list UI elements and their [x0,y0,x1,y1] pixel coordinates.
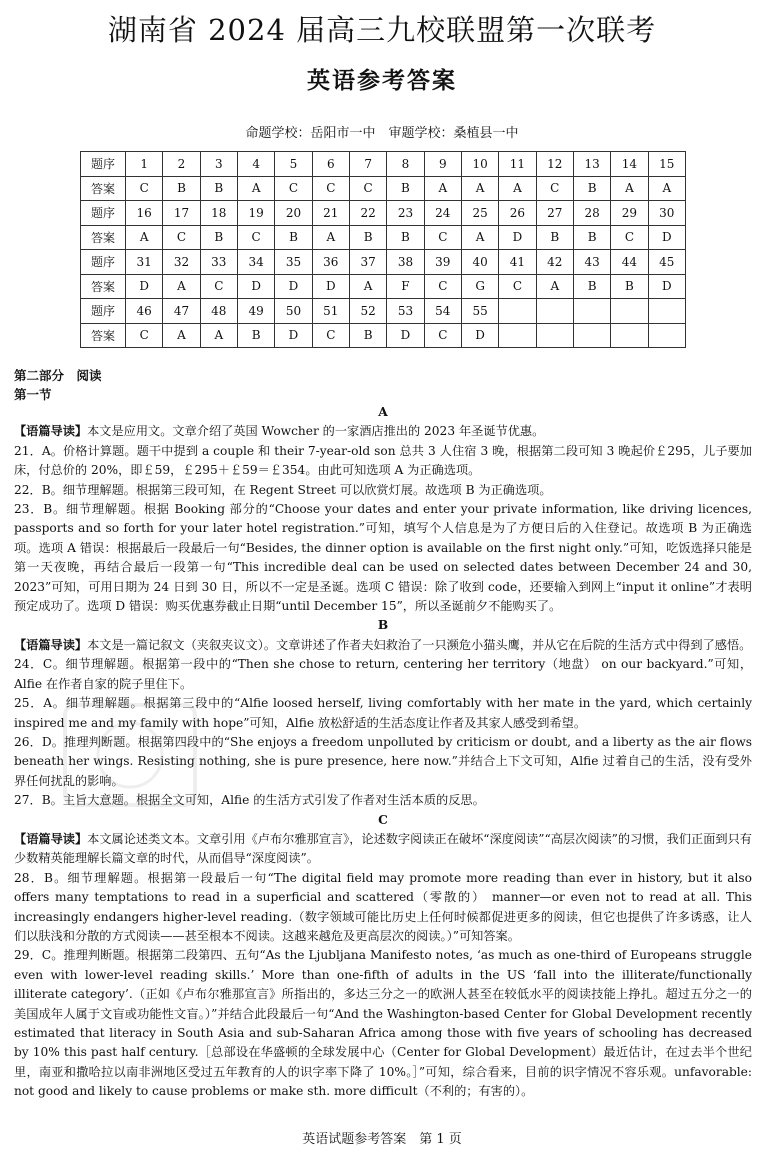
answer-cell: A [536,274,573,299]
question-number-cell: 38 [387,250,424,275]
table-row-answers [81,323,686,348]
question-number-cell: 19 [237,201,274,226]
question-number-cell: 4 [237,152,274,177]
question-number-cell: 35 [275,250,312,275]
answer-cell: C [200,274,237,299]
question-number-cell: 17 [163,201,200,226]
answer-cell: A [349,274,386,299]
answer-cell: B [387,176,424,201]
question-number-cell: 3 [200,152,237,177]
school-info: 命题学校：岳阳市一中 审题学校：桑植县一中 [245,126,519,141]
question-number-cell [499,299,536,324]
answer-cell [611,323,648,348]
answer-cell: C [611,225,648,250]
question-number-cell: 14 [611,152,648,177]
question-number-cell: 21 [312,201,349,226]
document-title: 湖南省 2024 届高三九校联盟第一次联考 [107,13,657,47]
answer-cell: A [163,323,200,348]
question-number-cell [573,299,610,324]
answer-cell: A [126,225,163,250]
answer-item-21: 21．A。价格计算题。题干中提到 a couple 和 their 7-year-old son 总共 3 人住宿 3 晚，根据第二段可知 3 晚起价￡295，儿子要加床，付总价的 20%，即￡59，￡295＋￡59＝￡354。由此可知选项 A 为正确选项。 [14,443,752,478]
answer-cell: C [312,323,349,348]
answer-item-23: 23．B。细节理解题。根据 Booking 部分的“Choose your dates and enter your private information, like driving licences, passports and so forth for your later hotel registration.”可知，填写个人信息是为了方便日后的入住登记。故选项 B 为正确选项。选项 A 错误：根据最后一段最后一句“Besides, the dinner option is available on the first night only.”可知，吃饭选择只能是第一天夜晚，再结合最后一段第一句“This incredible deal can be used on selected dates between December 24 and 30, 2023”可知，可用日期为 24 日到 30 日，所以不一定是圣诞。选项 C 错误：除了收到 code，还要输入到网上“input it online”才表明预定成功了。选项 D 错误：购买优惠券截止日期“until December 15”，所以圣诞前夕不能购买了。 [14,502,752,614]
passage-a-guide-text: 本文是应用文。文章介绍了英国 Wowcher 的一家酒店推出的 2023 年圣诞节优惠。 [87,424,545,439]
question-number-cell: 11 [499,152,536,177]
row-label-answer: 答案 [81,225,126,250]
question-number-cell: 25 [461,201,498,226]
table-row-question-numbers [81,250,686,275]
answer-cell: B [536,225,573,250]
question-number-cell: 33 [200,250,237,275]
section-sub-label: 第一节 [14,387,52,402]
question-number-cell [648,299,685,324]
answer-cell: C [163,225,200,250]
question-number-cell: 31 [126,250,163,275]
question-number-cell: 22 [349,201,386,226]
answer-cell: D [648,225,685,250]
question-number-cell: 24 [424,201,461,226]
table-row-answers [81,225,686,250]
question-number-cell: 30 [648,201,685,226]
question-number-cell: 9 [424,152,461,177]
answer-cell: B [237,323,274,348]
answer-cell: D [126,274,163,299]
answer-cell: B [573,274,610,299]
answer-cell: A [611,176,648,201]
question-number-cell: 27 [536,201,573,226]
question-number-cell: 51 [312,299,349,324]
table-row-question-numbers [81,201,686,226]
answer-cell: D [237,274,274,299]
question-number-cell: 55 [461,299,498,324]
row-label-answer: 答案 [81,176,126,201]
answer-cell: A [312,225,349,250]
question-number-cell: 45 [648,250,685,275]
answer-cell [536,323,573,348]
answer-cell: C [312,176,349,201]
passage-a-guide-tag: 【语篇导读】 [14,424,88,439]
passage-a-guide [14,422,752,441]
answer-cell: D [461,323,498,348]
answer-item-26: 26．D。推理判断题。根据第四段中的“She enjoys a freedom unpolluted by criticism or doubt, and a liberty as the air flows beneath her wings. Resisting nothing, she is pure presence, here now.”并结合上下文可知，Alfie 过着自己的生活，没有受外界任何扰乱的影响。 [14,734,752,788]
passage-b-guide-tag: 【语篇导读】 [14,637,88,652]
question-number-cell: 32 [163,250,200,275]
answer-item-22: 22．B。细节理解题。根据第三段可知，在 Regent Street 可以欣赏灯展。故选项 B 为正确选项。 [14,482,552,497]
question-number-cell: 39 [424,250,461,275]
answer-cell: A [200,323,237,348]
answer-cell: B [349,323,386,348]
passage-c-letter: C [378,812,388,827]
document-subtitle: 英语参考答案 [307,67,457,94]
answer-cell: B [573,176,610,201]
answer-cell: A [648,176,685,201]
row-label-seq: 题序 [81,201,126,226]
question-number-cell: 23 [387,201,424,226]
answer-cell: D [499,225,536,250]
answer-cell: D [312,274,349,299]
question-number-cell: 46 [126,299,163,324]
answer-cell: C [424,323,461,348]
row-label-seq: 题序 [81,250,126,275]
answer-cell: C [536,176,573,201]
question-number-cell: 7 [349,152,386,177]
question-number-cell: 44 [611,250,648,275]
answer-cell [573,323,610,348]
answer-cell [648,323,685,348]
question-number-cell: 5 [275,152,312,177]
answer-cell [499,323,536,348]
question-number-cell: 15 [648,152,685,177]
table-row-answers [81,176,686,201]
passage-c-guide [14,830,752,869]
question-number-cell: 52 [349,299,386,324]
answer-cell: A [499,176,536,201]
question-number-cell: 54 [424,299,461,324]
answer-cell: C [126,176,163,201]
question-number-cell: 13 [573,152,610,177]
question-number-cell: 20 [275,201,312,226]
answer-item-25: 25．A。细节理解题。根据第三段中的“Alfie loosed herself, living comfortably with her mate in the yard, which certainly inspired me and my family with hope”可知，Alfie 放松舒适的生活态度让作者及其家人感受到希望。 [14,696,752,730]
answer-cell: C [499,274,536,299]
table-row-question-numbers [81,152,686,177]
answer-cell: C [275,176,312,201]
passage-b-guide [14,636,752,655]
question-number-cell: 34 [237,250,274,275]
section-part-label: 第二部分 阅读 [14,368,102,383]
answer-item-29: 29．C。推理判断题。根据第二段第四、五句“As the Ljubljana Manifesto notes, ‘as much as one-third of Europeans struggle even with lower-level reading skills.’ More than one-fifth of adults in the US ‘fall into the illiterate/functionally illiterate category’.（正如《卢布尔雅那宣言》所指出的，多达三分之一的欧洲人甚至在较低水平的阅读技能上挣扎。超过五分之一的美国成年人属于文盲或功能性文盲。）”并结合此段最后一句“And the Washington-based Center for Global Development recently estimated that literacy in South Asia and sub-Saharan Africa among those with five years of schooling has decreased by 10% this past half century.［总部设在华盛顿的全球发展中心（Center for Global Development）最近估计，在过去半个世纪里，南亚和撒哈拉以南非洲地区受过五年教育的人的识字率下降了 10%。］”可知，综合看来，目前的识字情况不容乐观。unfavorable: not good and likely to cause problems or make sth. more difficult（不利的；有害的）。 [14,948,752,1099]
question-number-cell: 10 [461,152,498,177]
answer-cell: A [163,274,200,299]
row-label-answer: 答案 [81,274,126,299]
answer-cell: C [424,225,461,250]
answer-cell: G [461,274,498,299]
question-number-cell: 47 [163,299,200,324]
passage-c-guide-tag: 【语篇导读】 [14,831,88,846]
row-label-seq: 题序 [81,299,126,324]
answer-cell: D [387,323,424,348]
question-number-cell: 37 [349,250,386,275]
answer-table [80,151,686,348]
question-number-cell: 16 [126,201,163,226]
answer-cell: F [387,274,424,299]
page-footer: 英语试题参考答案 第 1 页 [302,1132,462,1147]
question-number-cell: 53 [387,299,424,324]
table-row-answers [81,274,686,299]
watermark-seal-icon [60,700,200,810]
question-number-cell: 29 [611,201,648,226]
row-label-seq: 题序 [81,152,126,177]
question-number-cell: 41 [499,250,536,275]
passage-b-letter: B [377,618,389,633]
question-number-cell: 40 [461,250,498,275]
answer-cell: A [424,176,461,201]
answer-cell: B [200,225,237,250]
answer-cell: B [611,274,648,299]
answer-cell: B [200,176,237,201]
answer-item-28: 28．B。细节理解题。根据第一段最后一句“The digital field may promote more reading than ever in history, but it also offers many temptations to read in a superficial and scattered（零散的） manner—or even not to read at all. This increasingly endangers higher-level reading.（数字领域可能比历史上任何时候都促进更多的阅读，但它也提供了许多诱惑，让人们以肤浅和分散的方式阅读——甚至根本不阅读。这越来越危及更高层次的阅读。）”可知答案。 [14,870,752,943]
answer-cell: D [275,323,312,348]
answer-cell: A [461,225,498,250]
answer-item-27: 27．B。主旨大意题。根据全文可知，Alfie 的生活方式引发了作者对生活本质的反思。 [14,793,485,808]
question-number-cell: 6 [312,152,349,177]
question-number-cell: 28 [573,201,610,226]
question-number-cell: 36 [312,250,349,275]
answer-cell: B [387,225,424,250]
question-number-cell: 18 [200,201,237,226]
answer-cell: A [237,176,274,201]
table-row-question-numbers [81,299,686,324]
question-number-cell: 26 [499,201,536,226]
question-number-cell: 42 [536,250,573,275]
answer-cell: B [275,225,312,250]
answer-cell: B [163,176,200,201]
question-number-cell [536,299,573,324]
question-number-cell: 8 [387,152,424,177]
question-number-cell: 49 [237,299,274,324]
question-number-cell: 50 [275,299,312,324]
answer-cell: C [126,323,163,348]
answer-cell: B [349,225,386,250]
passage-a-letter: A [378,405,388,419]
question-number-cell [611,299,648,324]
answer-cell: D [648,274,685,299]
passage-c-guide-text: 本文属论述类文本。文章引用《卢布尔雅那宣言》，论述数字阅读正在破坏“深度阅读”“高层次阅读”的习惯，我们正面到只有少数精英能理解长篇文章的时代，从而倡导“深度阅读”。 [14,831,752,866]
answer-cell: C [424,274,461,299]
answer-cell: C [237,225,274,250]
answer-cell: D [275,274,312,299]
question-number-cell: 2 [163,152,200,177]
row-label-answer: 答案 [81,323,126,348]
question-number-cell: 12 [536,152,573,177]
answer-cell: C [349,176,386,201]
answer-cell: B [573,225,610,250]
answer-cell: A [461,176,498,201]
passage-b-guide-text: 本文是一篇记叙文（夹叙夹议文）。文章讲述了作者夫妇救治了一只濒危小猫头鹰，并从它在后院的生活方式中得到了感悟。 [87,637,752,652]
question-number-cell: 43 [573,250,610,275]
answer-item-24: 24．C。细节理解题。根据第一段中的“Then she chose to return, centering her territory（地盘） on our backyard.”可知，Alfie 在作者自家的院子里住下。 [14,657,752,691]
question-number-cell: 48 [200,299,237,324]
question-number-cell: 1 [126,152,163,177]
